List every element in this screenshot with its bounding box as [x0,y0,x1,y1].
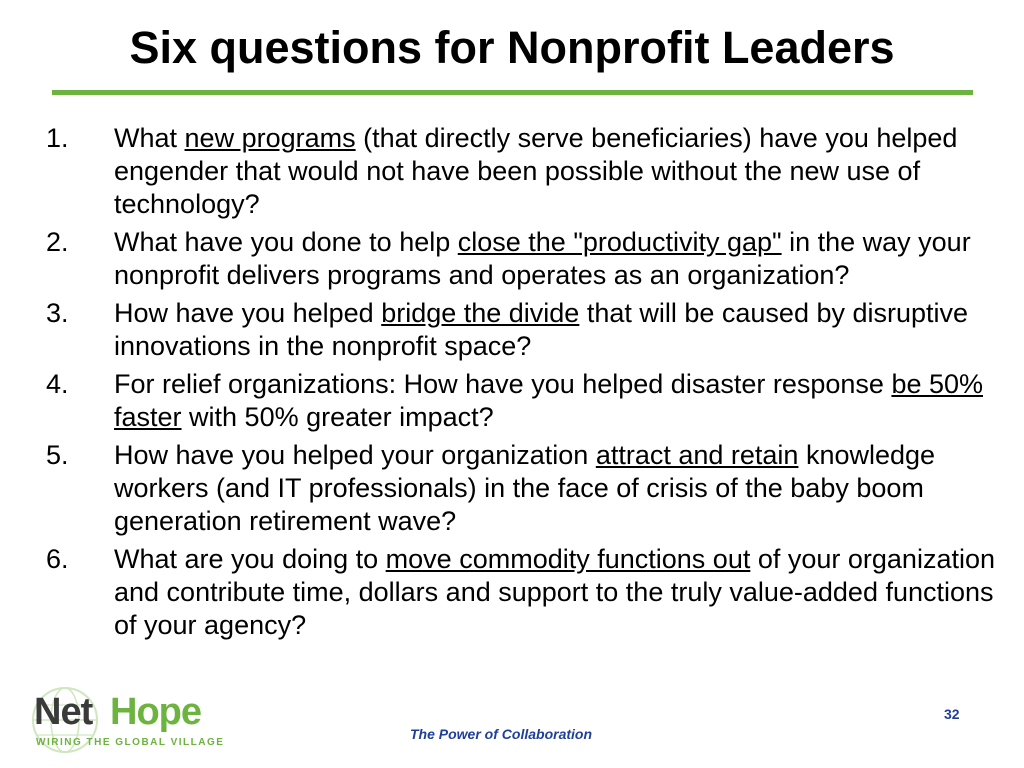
logo-tagline: WIRING THE GLOBAL VILLAGE [36,737,225,748]
item-text-after: with 50% greater impact? [181,402,494,432]
slide-title: Six questions for Nonprofit Leaders [129,22,895,73]
item-text-before: How have you helped your organization [114,440,596,470]
item-text-before: What have you done to help [114,227,458,257]
item-text-before: What are you doing to [114,544,386,574]
title-divider [52,90,973,95]
item-number: 6. [46,544,69,574]
item-number: 4. [46,369,69,399]
question-list [46,122,996,647]
item-text-after: (that directly serve beneficiaries) have you helped engender that would not have been possible without the new use of technology? [114,123,958,219]
item-key-phrase: move commodity functions out [385,544,751,574]
nethope-logo [30,685,230,755]
item-key-phrase: be 50% faster [114,369,984,432]
item-text-after: knowledge workers (and IT professionals) in the face of crisis of the baby boom generation retirement wave? [114,440,936,536]
footer-tagline: The Power of Collaboration [410,726,593,742]
logo-text-hope: Hope [110,691,201,733]
item-text-after: of your organization and contribute time, dollars and support to the truly value-added functions of your agency? [114,544,995,640]
item-text-before: What [114,123,185,153]
list-item [46,543,996,642]
list-item [46,439,996,538]
item-text-after: in the way your nonprofit delivers programs and operates as an organization? [114,227,971,290]
item-key-phrase: attract and retain [595,440,799,470]
item-number: 5. [46,440,69,470]
item-text-before: How have you helped [114,298,382,328]
item-key-phrase: bridge the divide [381,298,580,328]
list-item [46,122,996,221]
list-item [46,368,996,434]
item-text-after: that will be caused by disruptive innovations in the nonprofit space? [114,298,969,361]
item-number: 2. [46,227,69,257]
item-number: 3. [46,298,69,328]
list-item [46,226,996,292]
item-number: 1. [46,123,69,153]
item-text-before: For relief organizations: How have you helped disaster response [114,369,892,399]
list-item [46,297,996,363]
logo-text-net: Net [34,691,93,733]
slide-number: 32 [944,706,960,722]
item-key-phrase: close the "productivity gap" [457,227,782,257]
item-key-phrase: new programs [184,123,356,153]
